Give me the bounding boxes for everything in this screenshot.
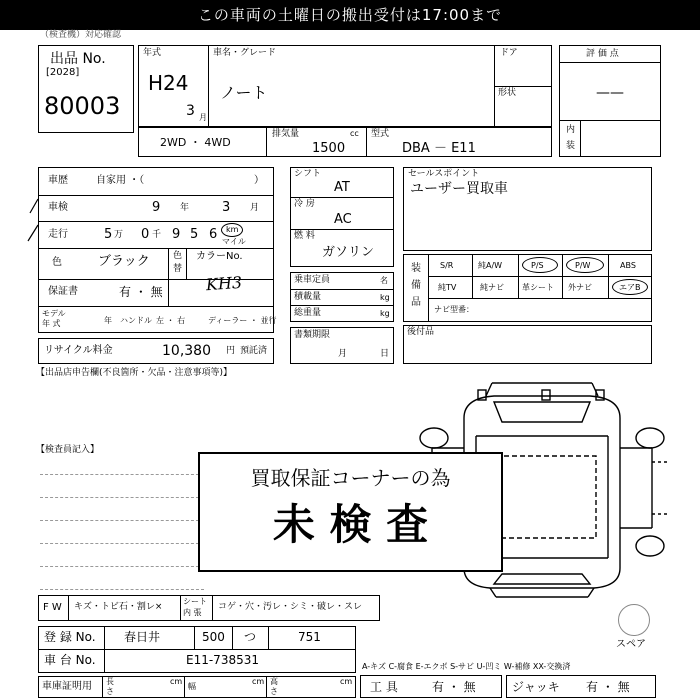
seller-notes-label: 【出品店申告欄(不良箇所・欠品・注意事項等)】	[36, 368, 233, 378]
year-era: H24	[148, 71, 189, 95]
load-label: 積載量	[294, 292, 322, 302]
score-value: ——	[596, 85, 624, 101]
model-year-unit: 年	[104, 316, 112, 325]
docs-month-unit: 月	[338, 349, 348, 359]
capacity-unit: 名	[380, 276, 388, 285]
equip-abs: ABS	[620, 261, 636, 270]
lot-label: 出品 No.	[50, 51, 106, 67]
equip-sr: S/R	[440, 261, 454, 270]
shift-label: シフト	[294, 169, 322, 179]
recycle-value: 10,380	[162, 343, 211, 359]
fuel-label: 燃 料	[294, 231, 315, 241]
spare-label: スペア	[616, 639, 646, 650]
shift-value: AT	[334, 180, 350, 195]
seat-label-1: シート	[183, 597, 207, 606]
registration-class: 500	[202, 630, 225, 644]
warranty-label: 保証書	[48, 286, 78, 297]
equip-leather: 革シート	[522, 283, 554, 292]
registration-label: 登 録 No.	[44, 630, 96, 644]
cert-length-1: 長	[106, 677, 114, 686]
displacement-label: 排気量	[272, 129, 300, 139]
banner-text: この車両の土曜日の搬出受付は17:00まで	[197, 6, 503, 24]
weight-label: 総重量	[294, 308, 322, 318]
equipment-label-1: 装	[411, 263, 421, 274]
recycle-label: リサイクル料金	[44, 345, 113, 356]
shaken-month: 3	[222, 200, 231, 215]
cert-height-2: さ	[270, 687, 278, 696]
shaken-year: 9	[152, 200, 161, 215]
capacity-label: 乗車定員	[294, 275, 331, 285]
dealer-value: ディーラー ・ 並行	[208, 316, 277, 325]
displacement-unit: cc	[350, 129, 359, 138]
load-unit: kg	[380, 293, 390, 302]
damage-legend: A-キズ C-腐食 E-エクボ S-サビ U-凹ミ W-補修 XX-交換済	[362, 662, 571, 671]
type-value: DBA － E11	[402, 141, 476, 156]
drive-value: 2WD ・ 4WD	[160, 136, 231, 149]
color-change-2: 替	[173, 264, 183, 274]
cert-cm-1: cm	[170, 677, 183, 686]
year-month-unit: 月	[199, 113, 207, 122]
warranty-value: 有 ・ 無	[119, 285, 163, 299]
registration-kana: つ	[244, 630, 257, 644]
handle-value: 左 ・ 右	[156, 316, 186, 325]
recycle-note: 預託済	[240, 346, 268, 356]
recycle-unit: 円	[226, 346, 236, 356]
cert-cm-2: cm	[252, 677, 265, 686]
cert-label: 車庫証明用	[42, 681, 92, 692]
shaken-year-unit: 年	[180, 203, 190, 213]
type-label: 型式	[371, 129, 390, 139]
chassis-value: E11-738531	[186, 653, 259, 667]
rear-fitting-box	[403, 325, 652, 364]
equip-airbag: エアB	[619, 283, 641, 292]
model-label: 車名・グレード	[213, 48, 277, 58]
seat-value: コゲ・穴・汚レ・シミ・破レ・スレ	[218, 602, 363, 612]
equip-navi: 純ナビ	[480, 283, 504, 292]
interior-label-2: 装	[566, 141, 576, 151]
color-code-label: カラーNo.	[196, 251, 243, 262]
cert-cm-3: cm	[340, 677, 353, 686]
shaken-label: 車検	[48, 202, 68, 213]
tools-label: 工 具	[370, 680, 398, 694]
stamp-line-1: 買取保証コーナーの為	[250, 466, 451, 490]
equip-ext-navi: 外ナビ	[568, 283, 592, 292]
history-close: ）	[254, 175, 264, 186]
mileage-man: 5	[104, 227, 113, 242]
equip-pw: P/W	[575, 261, 591, 270]
chassis-label: 車 台 No.	[44, 653, 96, 667]
handle-label: ハンドル	[120, 316, 152, 325]
mileage-man-unit: 万	[114, 230, 124, 240]
score-label: 評 価 点	[586, 49, 619, 59]
mileage-unit-mile: マイル	[222, 237, 246, 246]
top-cut-text: （検査機）対応確認	[40, 30, 122, 40]
model-year-label-2: 年 式	[42, 319, 61, 328]
interior-label-1: 内	[566, 125, 576, 135]
cert-width: 幅	[188, 682, 196, 691]
equip-aw: 純A/W	[478, 261, 503, 270]
color-value: ブラック	[98, 254, 150, 269]
equip-tv: 純TV	[438, 283, 457, 292]
mileage-unit-km: km	[226, 225, 239, 234]
weight-unit: kg	[380, 309, 390, 318]
mileage-sen-unit: 千	[152, 230, 162, 240]
mileage-sen: 0	[141, 227, 150, 242]
aircon-label: 冷 房	[294, 199, 315, 209]
docs-label: 書類期限	[294, 330, 331, 340]
history-value: 自家用 ・（	[96, 175, 145, 186]
aircon-value: AC	[334, 212, 352, 227]
mileage-digit-3: 6	[209, 227, 218, 242]
model-value: ノート	[220, 83, 268, 102]
color-change-1: 色	[173, 251, 183, 261]
margin-marks	[24, 195, 44, 245]
cert-length-2: さ	[106, 687, 114, 696]
year-label: 年式	[143, 48, 162, 58]
shape-label: 形状	[498, 88, 517, 98]
equip-ps: P/S	[531, 261, 544, 270]
shaken-month-unit: 月	[250, 203, 260, 213]
fw-label: F W	[43, 602, 62, 613]
mileage-digit-2: 5	[190, 227, 199, 242]
fw-value: キズ・トビ石・割レ×	[74, 602, 163, 612]
door-label: ドア	[500, 48, 518, 58]
stamp-line-2: 未 検 査	[272, 500, 429, 549]
jack-value: 有 ・ 無	[586, 680, 630, 694]
sales-point-value: ユーザー買取車	[410, 181, 508, 197]
navi-model-label: ナビ型番：	[434, 305, 474, 314]
equipment-label-3: 品	[411, 297, 421, 308]
tools-value: 有 ・ 無	[432, 680, 476, 694]
history-label: 車歴	[48, 175, 68, 186]
color-code-value: KH3	[205, 272, 243, 295]
fuel-value: ガソリン	[322, 245, 375, 260]
registration-number: 751	[298, 630, 321, 644]
sales-point-box	[403, 167, 652, 251]
mileage-label: 走行	[48, 229, 68, 240]
spare-tire	[618, 604, 650, 636]
sales-point-label: セールスポイント	[408, 169, 480, 179]
inspector-label: 【検査員記入】	[36, 445, 100, 455]
docs-day-unit: 日	[380, 349, 390, 359]
lot-sub: [2028]	[46, 67, 80, 78]
year-month: 3	[186, 103, 195, 119]
cert-height-1: 高	[270, 677, 278, 686]
jack-label: ジャッキ	[512, 680, 560, 694]
rear-fitting-label: 後付品	[407, 327, 435, 337]
model-year-label-1: モデル	[42, 309, 66, 318]
mileage-digit-1: 9	[172, 227, 181, 242]
seat-label-2: 内 張	[183, 608, 202, 617]
displacement-value: 1500	[312, 141, 346, 156]
equipment-label-2: 備	[411, 280, 421, 291]
info-table	[38, 167, 277, 333]
registration-place: 春日井	[124, 630, 161, 644]
color-label: 色	[52, 257, 62, 268]
lot-number: 80003	[44, 92, 121, 120]
